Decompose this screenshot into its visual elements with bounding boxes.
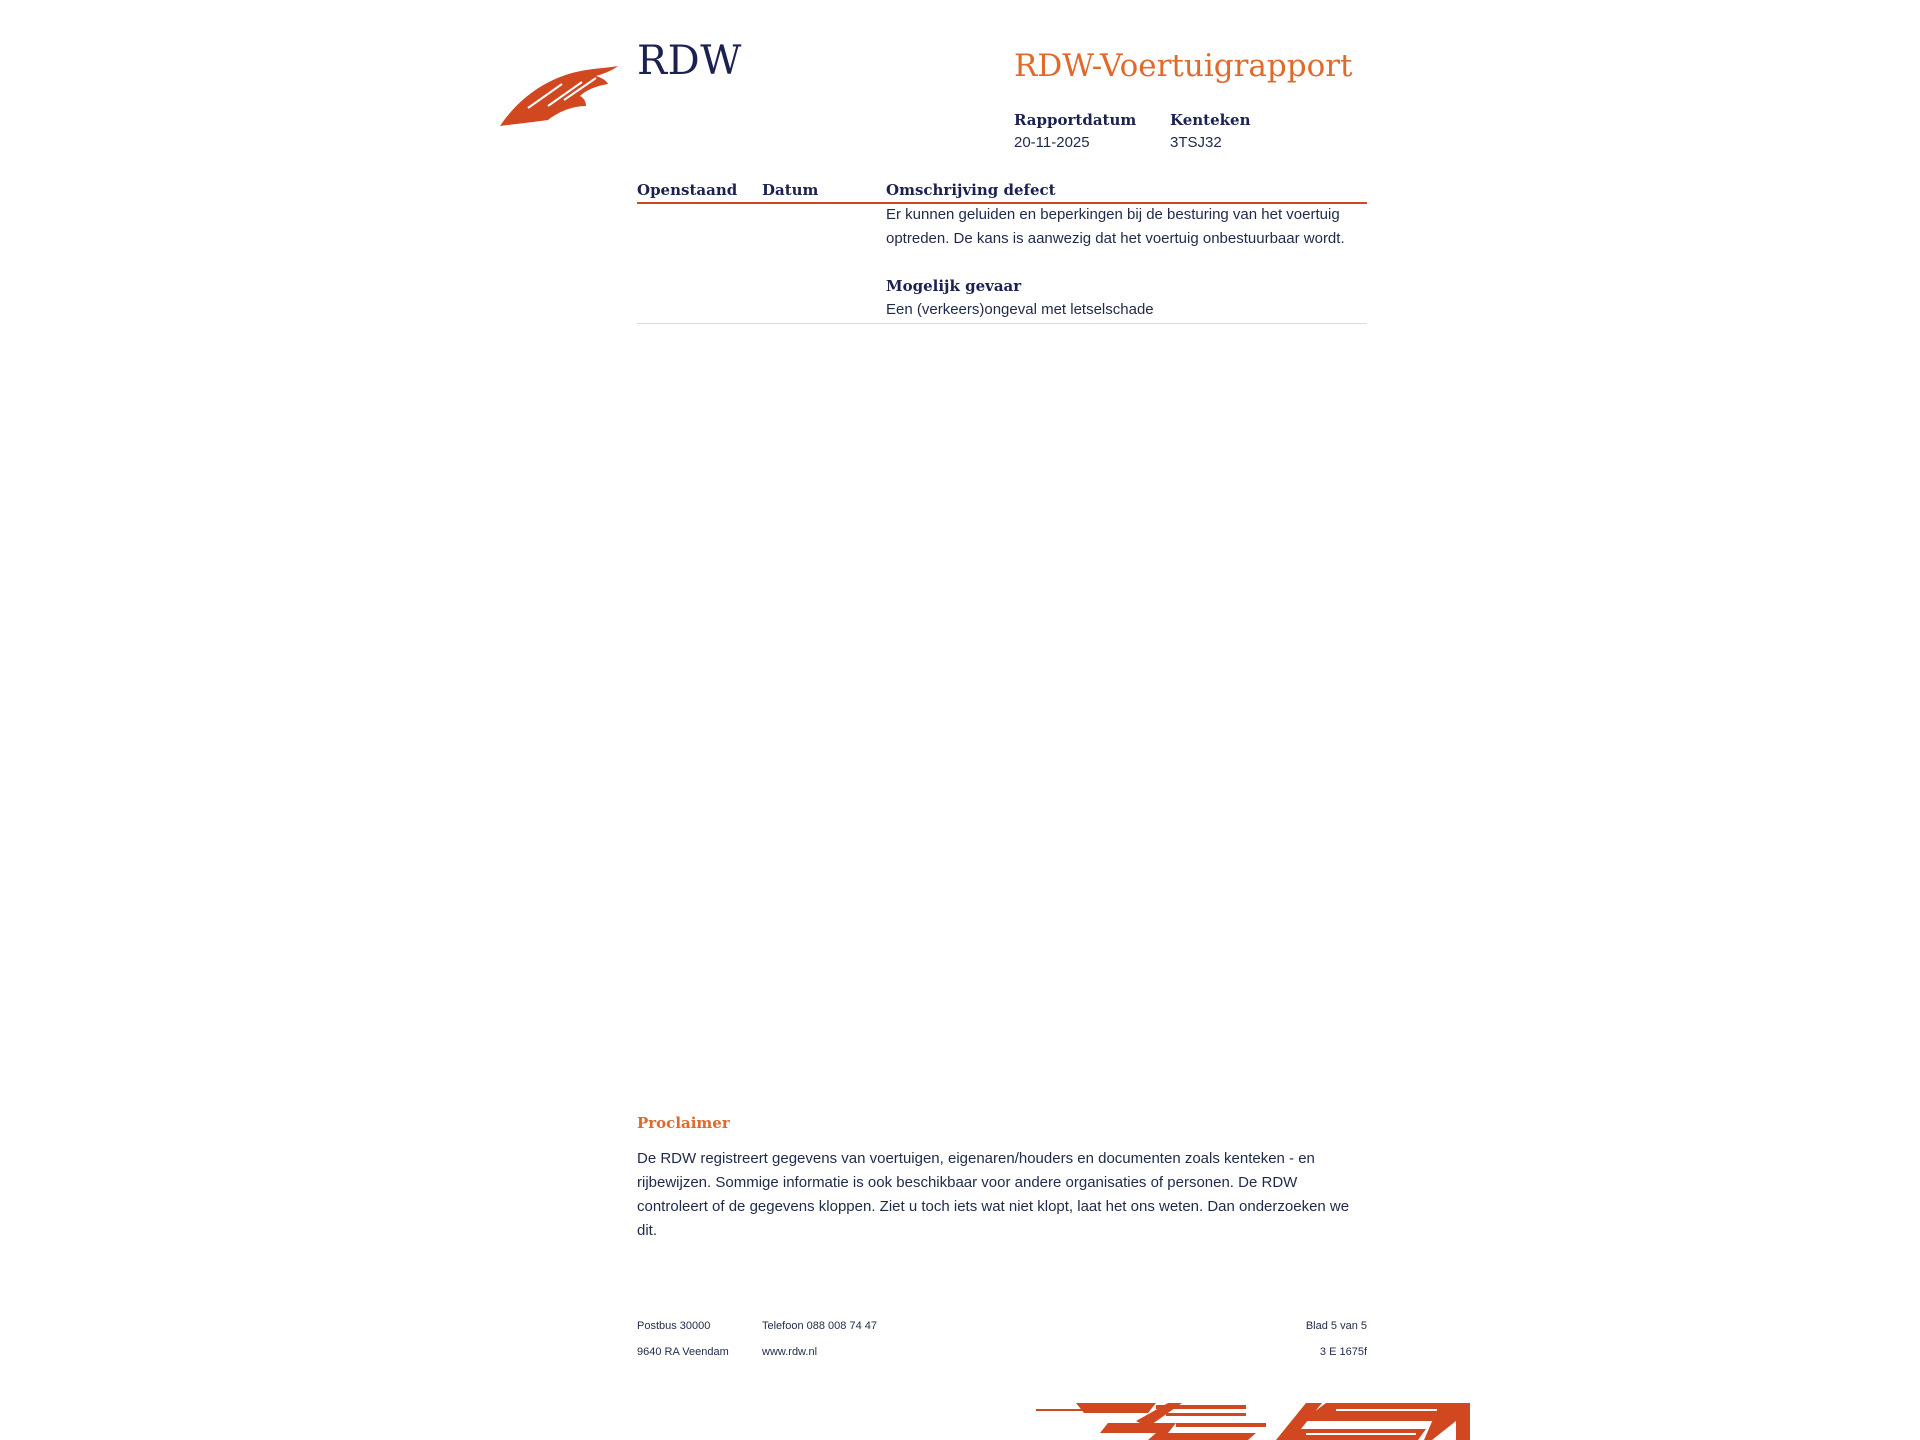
danger-text: Een (verkeers)ongeval met letselschade xyxy=(886,301,1154,318)
footer-website[interactable]: www.rdw.nl xyxy=(762,1346,818,1358)
footer-page-number: Blad 5 van 5 xyxy=(1305,1320,1367,1332)
footer-postbus: Postbus 30000 xyxy=(637,1320,711,1332)
proclaimer-title: Proclaimer xyxy=(637,1114,730,1132)
column-header-description: Omschrijving defect xyxy=(886,181,1056,199)
footer-phone: Telefoon 088 008 74 47 xyxy=(762,1320,877,1332)
proclaimer-text: De RDW registreert gegevens van voertuigen, eigenaren/houders en documenten zoals kenteken - en rijbewijzen. Sommige informatie is ook beschikbaar voor andere organisaties of personen. De RDW controleert of de gegevens kloppen. Ziet u toch iets wat niet klopt, laat het ons weten. Dan onderzoeken we dit. xyxy=(637,1150,1350,1239)
footer-document-code: 3 E 1675f xyxy=(1319,1346,1367,1358)
rdw-feather-logo-icon xyxy=(498,62,620,130)
report-date-label: Rapportdatum xyxy=(1014,111,1137,129)
plate-value: 3TSJ32 xyxy=(1170,134,1222,151)
report-title: RDW-Voertuigrapport xyxy=(1014,48,1353,84)
logo-text: RDW xyxy=(637,38,742,84)
report-date-value: 20-11-2025 xyxy=(1014,134,1090,151)
defect-description: Er kunnen geluiden en beperkingen bij de besturing van het voertuig optreden. De kans is aanwezig dat het voertuig onbestuurbaar wordt. xyxy=(886,206,1345,247)
decorative-stripes-icon xyxy=(1036,1399,1470,1440)
plate-label: Kenteken xyxy=(1170,111,1251,129)
column-header-openstaand: Openstaand xyxy=(637,181,738,199)
column-header-datum: Datum xyxy=(762,181,819,199)
table-row-divider xyxy=(637,323,1367,324)
danger-label: Mogelijk gevaar xyxy=(886,277,1022,295)
footer-city: 9640 RA Veendam xyxy=(637,1346,729,1358)
